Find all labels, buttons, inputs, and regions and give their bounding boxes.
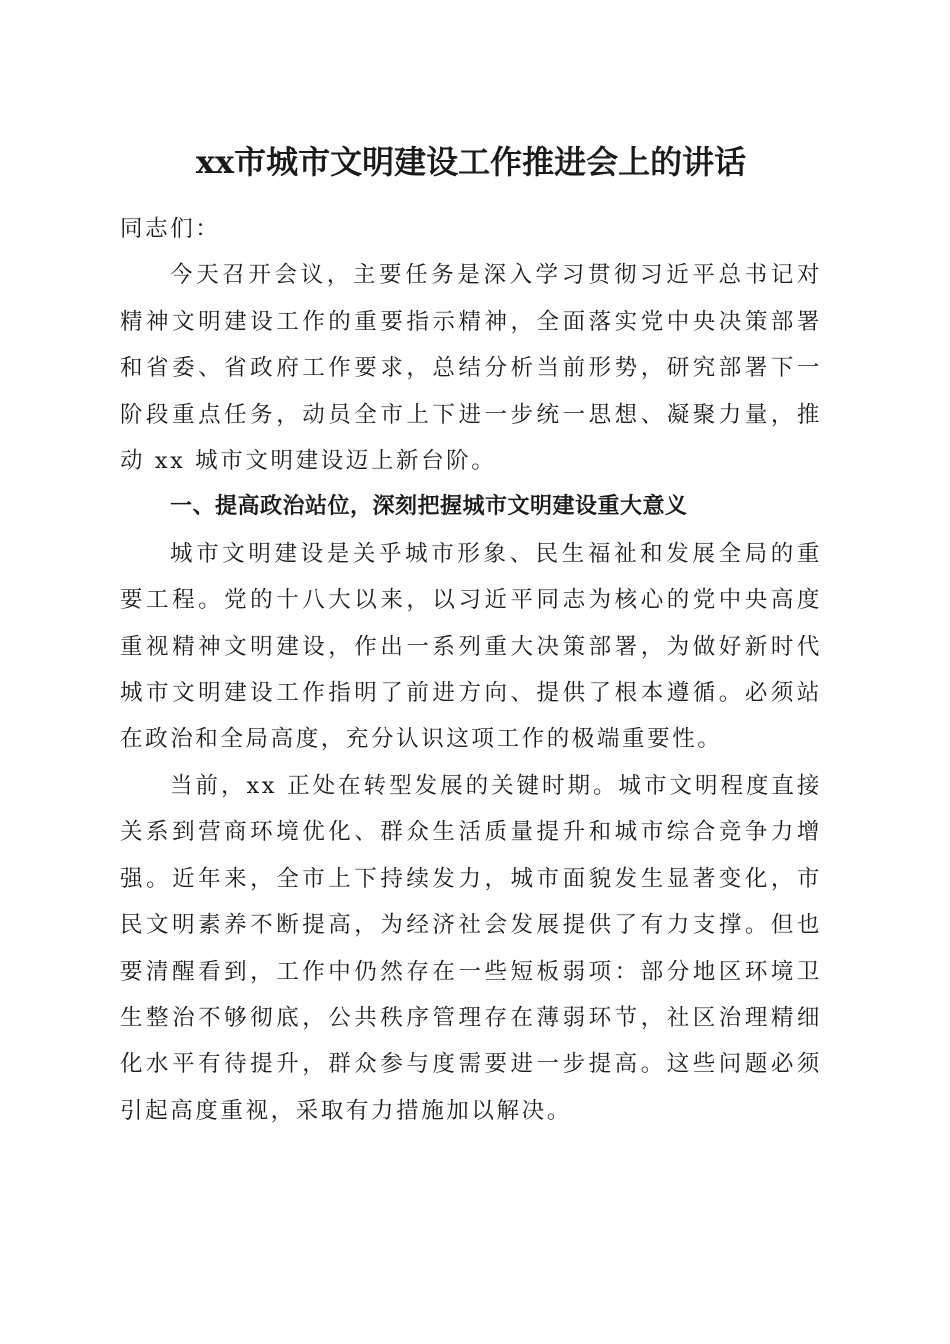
paragraph-significance: 城市文明建设是关乎城市形象、民生福祉和发展全局的重要工程。党的十八大以来，以习近平同志为核心的党中央高度重视精神文明建设，作出一系列重大决策部署，为做好新时代城市文明建设工作指明了前进方向、提供了根本遵循。必须站在政治和全局高度，充分认识这项工作的极端重要性。 (120, 540, 822, 753)
paragraph-intro: 今天召开会议，主要任务是深入学习贯彻习近平总书记对精神文明建设工作的重要指示精神，全面落实党中央决策部署和省委、省政府工作要求，总结分析当前形势，研究部署下一阶段重点任务，动员全市上下进一步统一思想、凝聚力量，推动 xx 城市文明建设迈上新台阶。 (120, 262, 822, 475)
paragraph-current-situation: 当前，xx 正处在转型发展的关键时期。城市文明程度直接关系到营商环境优化、群众生活质量提升和城市综合竞争力增强。近年来，全市上下持续发力，城市面貌发生显著变化，市民文明素养不断提高，为经济社会发展提供了有力支撑。但也要清醒看到，工作中仍然存在一些短板弱项：部分地区环境卫生整治不够彻底，公共秩序管理存在薄弱环节，社区治理精细化水平有待提升，群众参与度需要进一步提高。这些问题必须引起高度重视，采取有力措施加以解决。 (120, 772, 822, 1124)
document-title: xx市城市文明建设工作推进会上的讲话 (195, 143, 747, 181)
salutation: 同志们： (120, 216, 221, 242)
section-heading-1: 一、提高政治站位，深刻把握城市文明建设重大意义 (170, 494, 688, 520)
document-body (120, 206, 822, 1134)
